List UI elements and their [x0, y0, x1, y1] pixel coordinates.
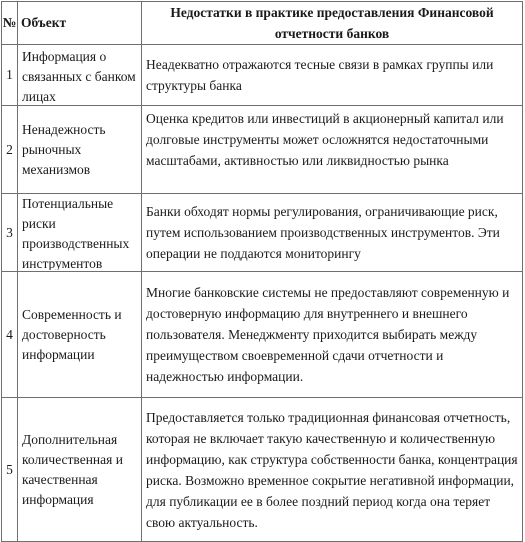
row-num: 1 — [2, 45, 18, 106]
row-object-text: Потенциальные риски производственных инструментов — [22, 196, 130, 270]
header-description: Недостатки в практике предоставления Финансовой отчетности банков — [142, 2, 523, 45]
row-num: 4 — [2, 272, 18, 398]
row-object-text: Информация о связанных с банком лицах — [22, 49, 136, 104]
header-num: № — [2, 2, 18, 45]
header-object: Объект — [18, 2, 142, 45]
row-object: Современность и достоверность информации — [18, 272, 142, 398]
table-row — [2, 272, 523, 398]
table-row — [2, 398, 523, 542]
table-header-row — [2, 2, 523, 45]
row-description: Предоставляется только традиционная финансовая отчетность, которая не включает такую качественную и количественную информацию, как структура собственности банка, концентрация риска. Возможно временное сокрытие негативной информации, для публикации ее в более поздний период когда она теряет свою актуальность. — [142, 398, 523, 542]
row-description: Многие банковские системы не предоставляют современную и достоверную информацию для внутреннего и внешнего пользователя. Менеджменту приходится выбирать между преимуществом своевременной сдачи отчетности и надежностью информации. — [142, 272, 523, 398]
row-description: Банки обходят нормы регулирования, ограничивающие риск, путем использованием производственных инструментов. Эти операции не поддаются мониторингу — [142, 194, 523, 272]
table-row — [2, 194, 523, 272]
row-num: 5 — [2, 398, 18, 542]
row-num: 3 — [2, 194, 18, 272]
row-object — [18, 45, 142, 106]
row-num: 2 — [2, 106, 18, 194]
table-row — [2, 106, 523, 194]
table-row — [2, 45, 523, 106]
row-description: Неадекватно отражаются тесные связи в рамках группы или структуры банка — [142, 45, 523, 106]
row-description: Оценка кредитов или инвестиций в акционерный капитал или долговые инструменты может осложнятся недостаточными масштабами, активностью или ликвидностью рынка — [142, 106, 523, 194]
row-object: Дополнительная количественная и качественная информация — [18, 398, 142, 542]
deficiencies-table — [1, 1, 523, 542]
row-object: Ненадежность рыночных механизмов — [18, 106, 142, 194]
row-object — [18, 194, 142, 272]
